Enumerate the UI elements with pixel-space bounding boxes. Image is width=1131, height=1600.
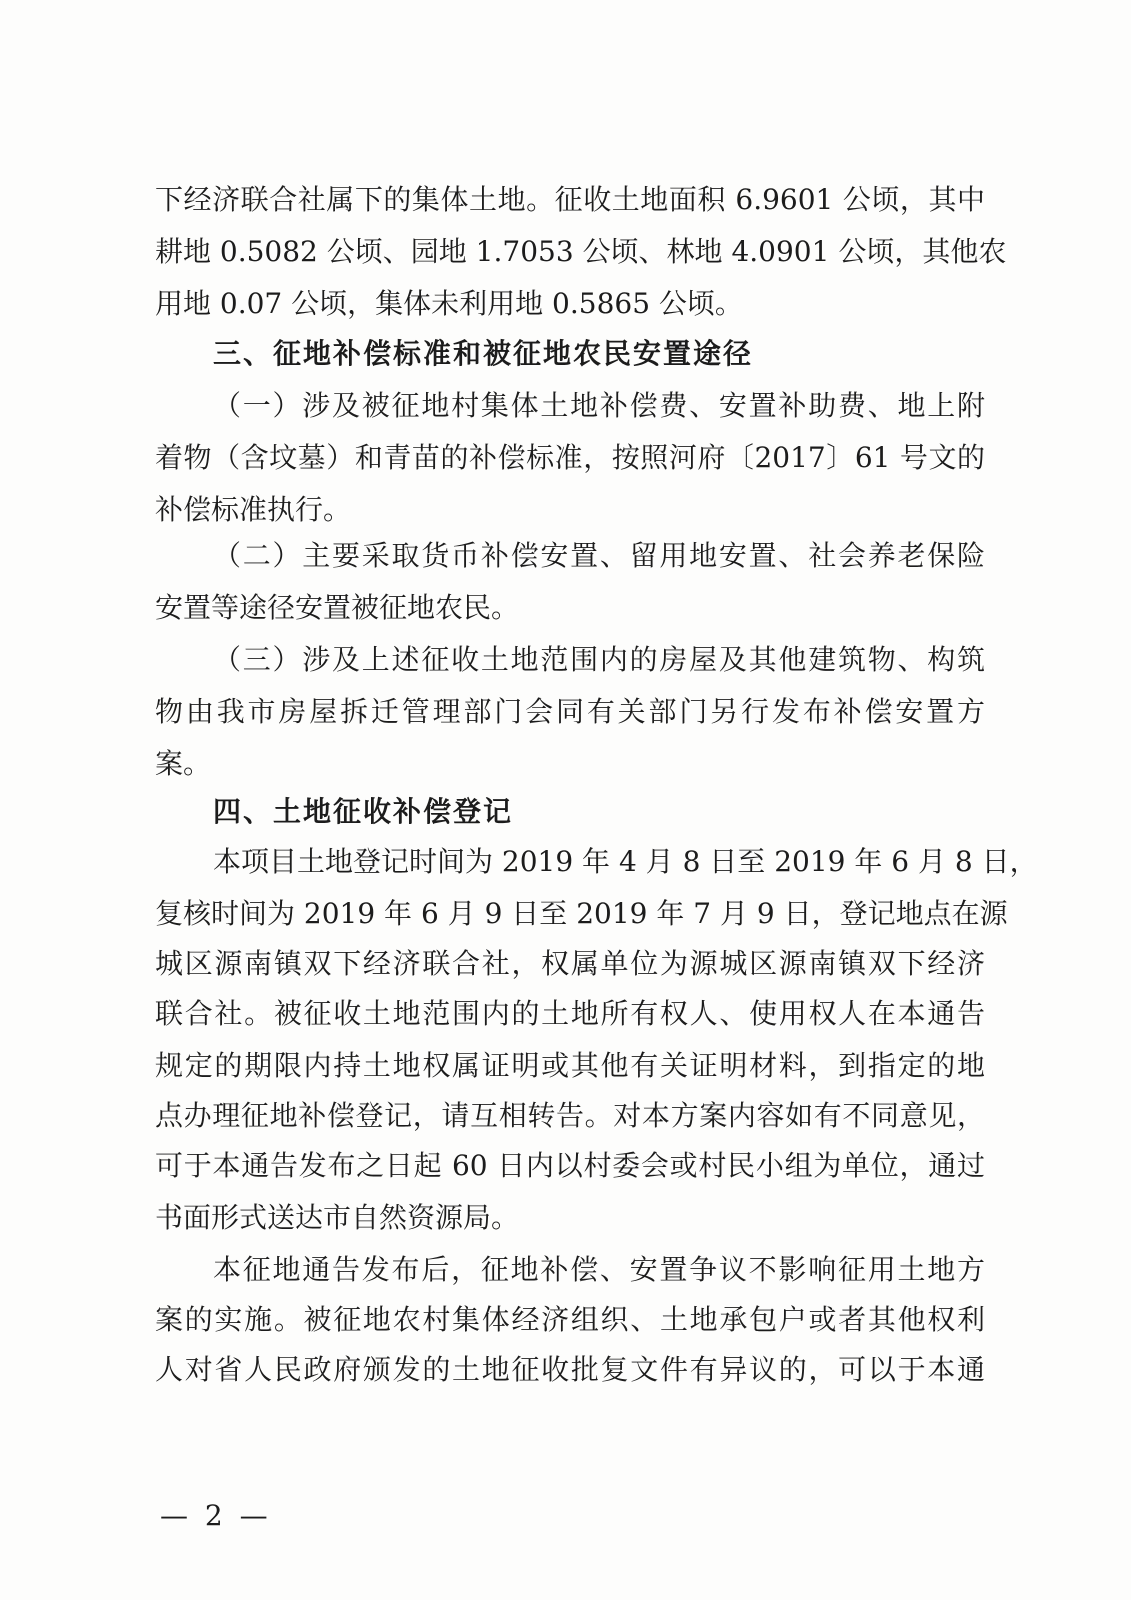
paragraph-line: 本项目土地登记时间为 2019 年 4 月 8 日至 2019 年 6 月 8 日， [213, 845, 1038, 878]
section-heading-4: 四、土地征收补偿登记 [213, 795, 514, 828]
paragraph-line: 耕地 0.5082 公顷、园地 1.7053 公顷、林地 4.0901 公顷，其他农 [155, 235, 1007, 268]
paragraph-line: 着物（含坟墓）和青苗的补偿标准，按照河府〔2017〕61 号文的 [155, 441, 985, 474]
paragraph-line: 人对省人民政府颁发的土地征收批复文件有异议的，可以于本通 [155, 1353, 985, 1386]
paragraph-line: （一）涉及被征地村集体土地补偿费、安置补助费、地上附 [213, 389, 985, 422]
paragraph-line: 城区源南镇双下经济联合社，权属单位为源城区源南镇双下经济 [155, 947, 985, 980]
paragraph-line: 联合社。被征收土地范围内的土地所有权人、使用权人在本通告 [155, 997, 985, 1030]
paragraph-line: 案的实施。被征地农村集体经济组织、土地承包户或者其他权利 [155, 1303, 985, 1336]
page-number: — 2 — [160, 1499, 272, 1532]
paragraph-line: 补偿标准执行。 [155, 493, 352, 526]
paragraph-line: 用地 0.07 公顷，集体未利用地 0.5865 公顷。 [155, 287, 743, 320]
paragraph-line: 书面形式送达市自然资源局。 [155, 1201, 520, 1234]
paragraph-line: （二）主要采取货币补偿安置、留用地安置、社会养老保险 [213, 539, 985, 572]
paragraph-line: 本征地通告发布后，征地补偿、安置争议不影响征用土地方 [213, 1253, 985, 1286]
section-heading-3: 三、征地补偿标准和被征地农民安置途径 [213, 337, 754, 370]
paragraph-line: 物由我市房屋拆迁管理部门会同有关部门另行发布补偿安置方 [155, 695, 985, 728]
paragraph-line: 下经济联合社属下的集体土地。征收土地面积 6.9601 公顷，其中 [155, 183, 985, 216]
paragraph-line: 复核时间为 2019 年 6 月 9 日至 2019 年 7 月 9 日，登记地点在源 [155, 897, 1008, 930]
paragraph-line: 可于本通告发布之日起 60 日内以村委会或村民小组为单位，通过 [155, 1149, 985, 1182]
paragraph-line: 点办理征地补偿登记，请互相转告。对本方案内容如有不同意见， [155, 1099, 985, 1132]
paragraph-line: 安置等途径安置被征地农民。 [155, 591, 520, 624]
paragraph-line: 规定的期限内持土地权属证明或其他有关证明材料，到指定的地 [155, 1049, 985, 1082]
paragraph-line: （三）涉及上述征收土地范围内的房屋及其他建筑物、构筑 [213, 643, 985, 676]
paragraph-line: 案。 [155, 747, 212, 780]
